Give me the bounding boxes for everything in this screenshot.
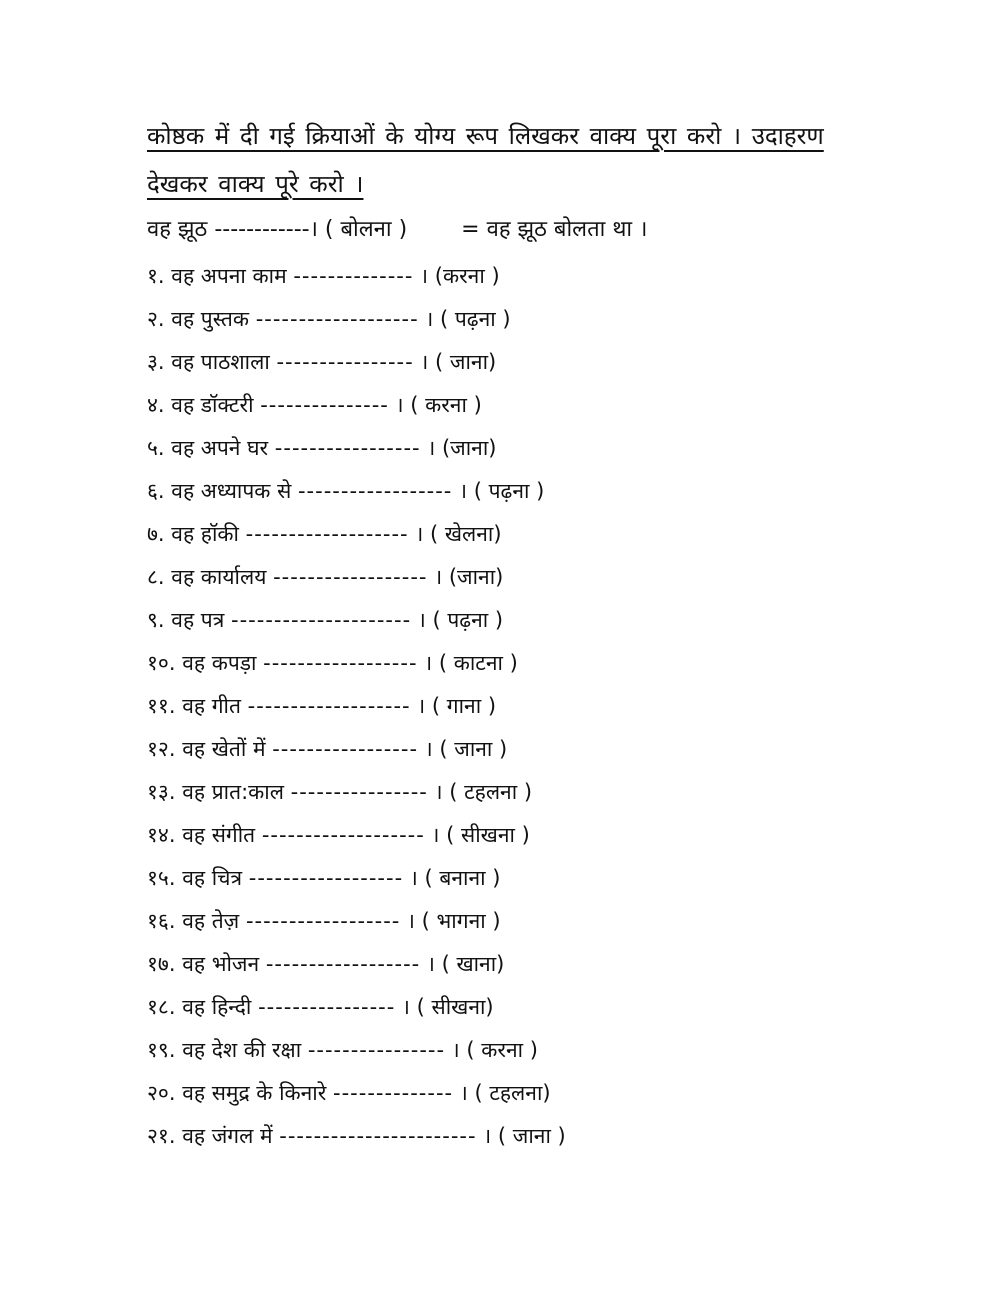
exercise-verb: । ( करना ) — [451, 1038, 538, 1062]
exercise-item — [147, 1030, 867, 1073]
exercise-item — [147, 1073, 867, 1116]
exercise-sentence: वह अपने घर — [171, 436, 269, 460]
exercise-number: ४. — [147, 393, 165, 417]
exercise-item — [147, 342, 867, 385]
exercise-sentence: वह समुद्र के किनारे — [182, 1081, 327, 1105]
exercise-blank: ---------------- — [307, 1038, 446, 1062]
exercise-item — [147, 256, 867, 299]
exercise-blank: ------------------- — [247, 694, 411, 718]
exercise-number: २. — [147, 307, 165, 331]
exercise-sentence: वह पुस्तक — [171, 307, 249, 331]
exercise-verb: । ( करना ) — [395, 393, 482, 417]
exercise-number: १५. — [147, 866, 176, 890]
exercise-number: ८. — [147, 565, 165, 589]
exercise-sentence: वह कार्यालय — [171, 565, 267, 589]
exercise-verb: । ( गाना ) — [417, 694, 497, 718]
exercise-item — [147, 686, 867, 729]
exercise-sentence: वह पत्र — [171, 608, 225, 632]
exercise-item — [147, 1116, 867, 1159]
exercise-sentence: वह हिन्दी — [182, 995, 252, 1019]
exercise-blank: ----------------------- — [279, 1124, 477, 1148]
exercise-number: ७. — [147, 522, 165, 546]
exercise-item — [147, 858, 867, 901]
example-sentence: वह झूठ ------------। — [147, 217, 318, 242]
exercise-item — [147, 987, 867, 1030]
exercise-number: १९. — [147, 1038, 176, 1062]
exercise-number: १. — [147, 264, 165, 288]
exercise-verb: । ( सीखना ) — [431, 823, 530, 847]
exercise-verb: । ( पढ़ना ) — [459, 479, 545, 503]
exercise-verb: । (करना ) — [420, 264, 500, 288]
exercise-number: २१. — [147, 1124, 176, 1148]
exercise-blank: ------------------ — [263, 651, 418, 675]
exercise-verb: । (जाना) — [427, 436, 497, 460]
exercise-sentence: वह पाठशाला — [171, 350, 270, 374]
exercise-sentence: वह गीत — [182, 694, 241, 718]
exercise-verb: । ( जाना ) — [483, 1124, 566, 1148]
exercise-number: १३. — [147, 780, 176, 804]
exercise-blank: ------------------ — [245, 909, 401, 933]
example-row — [147, 210, 867, 250]
exercise-item — [147, 643, 867, 686]
exercise-sentence: वह अध्यापक से — [171, 479, 292, 503]
exercise-number: ९. — [147, 608, 165, 632]
exercise-verb: । ( खाना) — [426, 952, 505, 976]
exercise-item — [147, 299, 867, 342]
exercise-verb: । ( टहलना) — [459, 1081, 551, 1105]
exercise-blank: -------------- — [293, 264, 414, 288]
instruction-heading: कोष्ठक में दी गई क्रियाओं के योग्य रूप लिखकर वाक्य पूरा करो । उदाहरण देखकर वाक्य पूरे करो । — [147, 122, 824, 198]
exercise-item — [147, 557, 867, 600]
exercise-verb: । ( सीखना) — [402, 995, 494, 1019]
exercise-sentence: वह अपना काम — [171, 264, 287, 288]
exercise-sentence: वह तेज़ — [182, 909, 240, 933]
exercise-number: १४. — [147, 823, 176, 847]
exercise-item — [147, 944, 867, 987]
exercise-blank: ------------------ — [265, 952, 421, 976]
exercise-item — [147, 815, 867, 858]
exercise-number: ३. — [147, 350, 165, 374]
exercise-blank: ----------------- — [274, 436, 421, 460]
exercise-verb: । ( खेलना) — [415, 522, 502, 546]
exercise-verb: । ( बनाना ) — [409, 866, 501, 890]
exercise-list — [147, 256, 867, 1159]
exercise-number: १६. — [147, 909, 176, 933]
exercise-sentence: वह प्रात:काल — [182, 780, 284, 804]
exercise-sentence: वह संगीत — [182, 823, 256, 847]
exercise-number: १०. — [147, 651, 176, 675]
example-verb: ( बोलना ) — [324, 217, 408, 242]
exercise-verb: । (जाना) — [434, 565, 504, 589]
exercise-blank: ------------------- — [255, 307, 419, 331]
exercise-verb: । ( काटना ) — [424, 651, 518, 675]
exercise-blank: ---------------- — [258, 995, 396, 1019]
exercise-blank: ------------------ — [297, 479, 453, 503]
exercise-item — [147, 428, 867, 471]
exercise-blank: ----------------- — [272, 737, 419, 761]
exercise-sentence: वह खेतों में — [182, 737, 266, 761]
exercise-verb: । ( भागना ) — [407, 909, 501, 933]
exercise-blank: --------------------- — [231, 608, 412, 632]
exercise-verb: । ( जाना ) — [424, 737, 508, 761]
exercise-item — [147, 772, 867, 815]
exercise-blank: ---------------- — [290, 780, 428, 804]
exercise-item — [147, 385, 867, 428]
exercise-blank: -------------- — [333, 1081, 454, 1105]
exercise-item — [147, 600, 867, 643]
exercise-item — [147, 514, 867, 557]
exercise-sentence: वह चित्र — [182, 866, 243, 890]
exercise-number: २०. — [147, 1081, 176, 1105]
exercise-sentence: वह कपड़ा — [182, 651, 257, 675]
exercise-sentence: वह हॉकी — [171, 522, 239, 546]
exercise-sentence: वह डॉक्टरी — [171, 393, 254, 417]
exercise-number: १७. — [147, 952, 176, 976]
example-answer: = वह झूठ बोलता था । — [461, 217, 648, 242]
exercise-blank: ------------------ — [273, 565, 428, 589]
exercise-item — [147, 471, 867, 514]
exercise-blank: ---------------- — [276, 350, 414, 374]
exercise-number: ६. — [147, 479, 165, 503]
exercise-verb: । ( पढ़ना ) — [425, 307, 511, 331]
exercise-item — [147, 729, 867, 772]
exercise-sentence: वह देश की रक्षा — [182, 1038, 302, 1062]
exercise-blank: ------------------ — [248, 866, 404, 890]
exercise-number: ५. — [147, 436, 165, 460]
exercise-sentence: वह जंगल में — [182, 1124, 273, 1148]
exercise-blank: ------------------- — [245, 522, 409, 546]
exercise-verb: । ( पढ़ना ) — [417, 608, 504, 632]
exercise-number: १२. — [147, 737, 176, 761]
exercise-number: ११. — [147, 694, 176, 718]
exercise-number: १८. — [147, 995, 176, 1019]
exercise-blank: ------------------- — [261, 823, 425, 847]
exercise-blank: --------------- — [260, 393, 389, 417]
exercise-verb: । ( टहलना ) — [434, 780, 533, 804]
exercise-sentence: वह भोजन — [182, 952, 260, 976]
exercise-verb: । ( जाना) — [420, 350, 497, 374]
exercise-item — [147, 901, 867, 944]
